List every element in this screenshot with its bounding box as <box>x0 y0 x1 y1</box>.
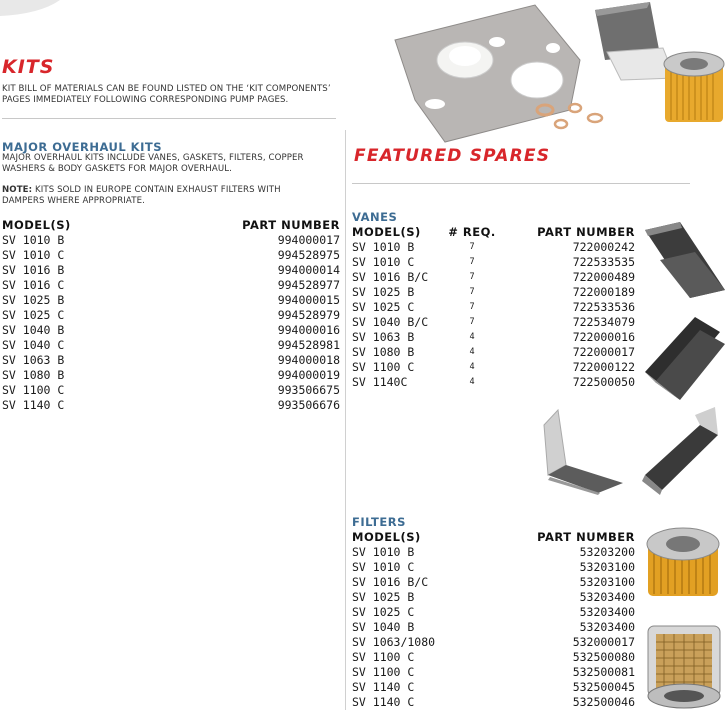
corner-arc-decoration <box>0 0 60 18</box>
divider <box>352 183 690 184</box>
part-number-cell: 722000242 <box>572 240 635 254</box>
model-cell: SV 1040 C <box>2 338 65 352</box>
filter-photo-2 <box>640 608 728 710</box>
major-overhaul-heading: MAJOR OVERHAUL KITS <box>2 140 162 154</box>
table-row <box>352 680 635 695</box>
part-number-cell: 994000019 <box>277 368 340 382</box>
table-row <box>352 605 635 620</box>
part-number-cell: 532500081 <box>572 665 635 679</box>
req-cell: 7 <box>469 317 475 327</box>
kits-table <box>2 218 340 413</box>
col-model: MODEL(S) <box>352 530 421 544</box>
part-number-cell: 532500045 <box>572 680 635 694</box>
filters-table <box>352 530 635 710</box>
model-cell: SV 1016 B/C <box>352 270 429 284</box>
table-row <box>2 278 340 293</box>
part-number-cell: 994528979 <box>277 308 340 322</box>
filter-photo-1 <box>642 522 728 602</box>
model-cell: SV 1100 C <box>2 383 65 397</box>
model-cell: SV 1010 C <box>352 560 415 574</box>
kits-intro: KIT BILL OF MATERIALS CAN BE FOUND LISTED ON THE ‘KIT COMPONENTS’ PAGES IMMEDIATELY FOLLOWING CORRESPONDING PUMP PAGES. <box>2 84 331 105</box>
part-number-cell: 994000017 <box>277 233 340 247</box>
part-number-cell: 722533535 <box>572 255 635 269</box>
part-number-cell: 722533536 <box>572 300 635 314</box>
model-cell: SV 1010 B <box>352 240 415 254</box>
divider <box>2 118 336 119</box>
featured-spares-title: FEATURED SPARES <box>354 146 551 166</box>
part-number-cell: 532000017 <box>572 635 635 649</box>
part-number-cell: 53203100 <box>579 560 635 574</box>
col-part-number: PART NUMBER <box>242 218 340 232</box>
model-cell: SV 1040 B <box>352 620 415 634</box>
req-cell: 4 <box>469 332 475 342</box>
model-cell: SV 1016 B <box>2 263 65 277</box>
note-text: KITS SOLD IN EUROPE CONTAIN EXHAUST FILTERS WITH DAMPERS WHERE APPROPRIATE. <box>2 185 281 206</box>
table-row <box>352 560 635 575</box>
model-cell: SV 1010 C <box>2 248 65 262</box>
vanes-heading: VANES <box>352 210 398 224</box>
table-row <box>352 360 635 375</box>
table-row <box>352 650 635 665</box>
major-overhaul-desc: MAJOR OVERHAUL KITS INCLUDE VANES, GASKETS, FILTERS, COPPER WASHERS & BODY GASKETS FOR MAJOR OVERHAUL. <box>2 153 304 174</box>
model-cell: SV 1025 B <box>352 590 415 604</box>
model-cell: SV 1025 B <box>2 293 65 307</box>
part-number-cell: 722534079 <box>572 315 635 329</box>
table-row <box>352 345 635 360</box>
model-cell: SV 1080 B <box>352 345 415 359</box>
table-row <box>2 398 340 413</box>
req-cell: 4 <box>469 362 475 372</box>
part-number-cell: 994528981 <box>277 338 340 352</box>
part-number-cell: 722500050 <box>572 375 635 389</box>
table-row <box>352 255 635 270</box>
part-number-cell: 994000016 <box>277 323 340 337</box>
model-cell: SV 1100 C <box>352 360 415 374</box>
part-number-cell: 994528975 <box>277 248 340 262</box>
table-row <box>352 665 635 680</box>
col-req: # REQ. <box>448 225 496 239</box>
table-row <box>2 248 340 263</box>
model-cell: SV 1063 B <box>2 353 65 367</box>
table-row <box>352 590 635 605</box>
model-cell: SV 1080 B <box>2 368 65 382</box>
vane-photo-1 <box>640 220 728 300</box>
table-row <box>352 315 635 330</box>
model-cell: SV 1100 C <box>352 665 415 679</box>
model-cell: SV 1010 B <box>352 545 415 559</box>
part-number-cell: 722000016 <box>572 330 635 344</box>
col-part-number: PART NUMBER <box>537 225 635 239</box>
part-number-cell: 532500080 <box>572 650 635 664</box>
vanes-table <box>352 225 635 390</box>
table-row <box>2 293 340 308</box>
table-row <box>352 545 635 560</box>
part-number-cell: 994000014 <box>277 263 340 277</box>
table-row <box>2 263 340 278</box>
table-row <box>352 270 635 285</box>
model-cell: SV 1140 C <box>352 680 415 694</box>
table-row <box>2 368 340 383</box>
table-row <box>2 323 340 338</box>
part-number-cell: 994000018 <box>277 353 340 367</box>
table-row <box>352 240 635 255</box>
model-cell: SV 1025 C <box>352 605 415 619</box>
table-row <box>2 353 340 368</box>
col-model: MODEL(S) <box>352 225 421 239</box>
table-row <box>2 383 340 398</box>
part-number-cell: 53203100 <box>579 575 635 589</box>
table-row <box>2 308 340 323</box>
col-part-number: PART NUMBER <box>537 530 635 544</box>
vane-photo-4 <box>640 405 728 495</box>
part-number-cell: 994528977 <box>277 278 340 292</box>
req-cell: 7 <box>469 302 475 312</box>
req-cell: 7 <box>469 287 475 297</box>
model-cell: SV 1016 C <box>2 278 65 292</box>
kits-title: KITS <box>2 56 55 78</box>
part-number-cell: 53203400 <box>579 605 635 619</box>
vane-photo-2 <box>640 312 728 402</box>
table-row <box>352 575 635 590</box>
table-row <box>352 285 635 300</box>
kit-components-photo <box>385 0 728 145</box>
model-cell: SV 1010 C <box>352 255 415 269</box>
note <box>2 185 322 207</box>
model-cell: SV 1010 B <box>2 233 65 247</box>
part-number-cell: 722000189 <box>572 285 635 299</box>
model-cell: SV 1063/1080 <box>352 635 436 649</box>
table-row <box>352 300 635 315</box>
model-cell: SV 1040 B/C <box>352 315 429 329</box>
part-number-cell: 722000122 <box>572 360 635 374</box>
part-number-cell: 53203200 <box>579 545 635 559</box>
model-cell: SV 1063 B <box>352 330 415 344</box>
part-number-cell: 993506675 <box>277 383 340 397</box>
part-number-cell: 993506676 <box>277 398 340 412</box>
model-cell: SV 1040 B <box>2 323 65 337</box>
col-model: MODEL(S) <box>2 218 71 232</box>
req-cell: 7 <box>469 272 475 282</box>
part-number-cell: 53203400 <box>579 620 635 634</box>
filters-heading: FILTERS <box>352 515 406 529</box>
part-number-cell: 53203400 <box>579 590 635 604</box>
table-row <box>352 695 635 710</box>
model-cell: SV 1016 B/C <box>352 575 429 589</box>
model-cell: SV 1025 C <box>352 300 415 314</box>
model-cell: SV 1100 C <box>352 650 415 664</box>
part-number-cell: 722000489 <box>572 270 635 284</box>
table-row <box>352 375 635 390</box>
table-row <box>352 620 635 635</box>
part-number-cell: 994000015 <box>277 293 340 307</box>
part-number-cell: 532500046 <box>572 695 635 709</box>
req-cell: 7 <box>469 257 475 267</box>
model-cell: SV 1140C <box>352 375 408 389</box>
req-cell: 7 <box>469 242 475 252</box>
req-cell: 4 <box>469 347 475 357</box>
table-row <box>352 635 635 650</box>
table-row <box>2 233 340 248</box>
model-cell: SV 1025 B <box>352 285 415 299</box>
req-cell: 4 <box>469 377 475 387</box>
model-cell: SV 1140 C <box>2 398 65 412</box>
model-cell: SV 1140 C <box>352 695 415 709</box>
part-number-cell: 722000017 <box>572 345 635 359</box>
vane-photo-3 <box>538 405 628 495</box>
table-row <box>352 330 635 345</box>
column-divider <box>345 130 346 710</box>
note-label: NOTE: <box>2 185 33 195</box>
table-row <box>2 338 340 353</box>
model-cell: SV 1025 C <box>2 308 65 322</box>
